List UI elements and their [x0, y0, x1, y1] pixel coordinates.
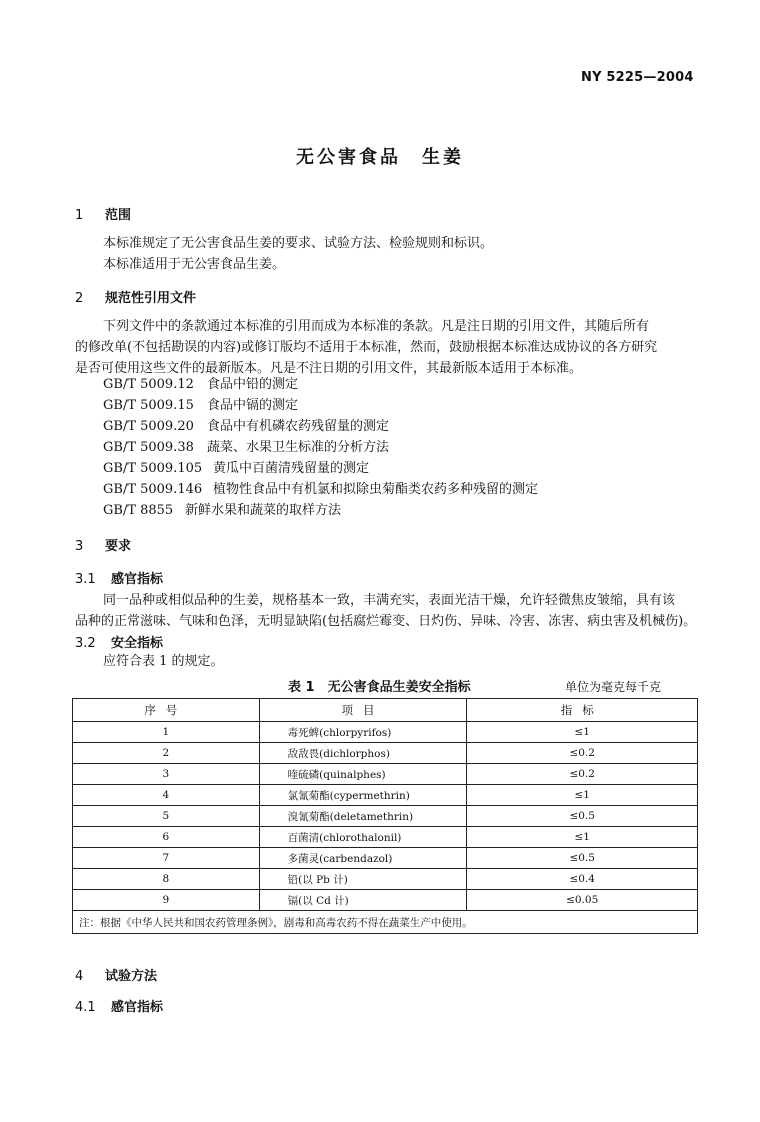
cell-limit: ≤0.05 — [467, 890, 698, 911]
reference-item — [103, 437, 538, 458]
cell-limit: ≤1 — [467, 722, 698, 743]
reference-item — [103, 458, 538, 479]
reference-code: GB/T 5009.38 — [103, 440, 194, 455]
cell-no: 2 — [73, 743, 260, 764]
cell-no: 4 — [73, 785, 260, 806]
cell-limit: ≤1 — [467, 827, 698, 848]
paragraph-line: 的修改单(不包括勘误的内容)或修订版均不适用于本标准，然而，鼓励根据本标准达成协议的各方研究 — [75, 340, 658, 355]
section-title: 范围 — [105, 208, 132, 223]
column-header-no: 序号 — [73, 699, 260, 722]
section-number: 3.2 — [75, 636, 96, 651]
cell-item: 镉(以 Cd 计) — [259, 890, 467, 911]
cell-limit: ≤1 — [467, 785, 698, 806]
table-row — [73, 869, 698, 890]
reference-code: GB/T 5009.12 — [103, 377, 194, 392]
table-row — [73, 827, 698, 848]
table-caption: 表 1 无公害食品生姜安全指标 — [288, 680, 471, 695]
reference-name: 黄瓜中百菌清残留量的测定 — [213, 461, 370, 476]
cell-item: 溴氰菊酯(deletamethrin) — [259, 806, 467, 827]
cell-limit: ≤0.4 — [467, 869, 698, 890]
reference-code: GB/T 5009.105 — [103, 461, 203, 476]
cell-item: 喹硫磷(quinalphes) — [259, 764, 467, 785]
cell-no: 7 — [73, 848, 260, 869]
reference-name: 新鲜水果和蔬菜的取样方法 — [185, 503, 342, 518]
safety-index-table — [72, 698, 698, 934]
reference-name: 食品中镉的测定 — [207, 398, 299, 413]
cell-no: 3 — [73, 764, 260, 785]
cell-item: 多菌灵(carbendazol) — [259, 848, 467, 869]
section-3-1-heading — [75, 568, 163, 587]
reference-code: GB/T 5009.15 — [103, 398, 194, 413]
reference-item — [103, 479, 538, 500]
table-row — [73, 764, 698, 785]
section-number: 3 — [75, 539, 84, 554]
cell-no: 8 — [73, 869, 260, 890]
cell-limit: ≤0.2 — [467, 764, 698, 785]
section-3-heading — [75, 535, 131, 554]
table-row — [73, 785, 698, 806]
section-number: 4 — [75, 969, 84, 984]
section-4-heading — [75, 965, 157, 984]
reference-name: 植物性食品中有机氯和拟除虫菊酯类农药多种残留的测定 — [213, 482, 539, 497]
paragraph-line: 下列文件中的条款通过本标准的引用而成为本标准的条款。凡是注日期的引用文件，其随后所有 — [103, 319, 650, 334]
cell-item: 铅(以 Pb 计) — [259, 869, 467, 890]
cell-item: 毒死蜱(chlorpyrifos) — [259, 722, 467, 743]
paragraph-line: 同一品种或相似品种的生姜，规格基本一致，丰满充实，表面光洁干燥，允许轻微焦皮皱缩，具有该 — [103, 593, 676, 608]
section-title: 感官指标 — [111, 1000, 164, 1015]
reference-name: 食品中铅的测定 — [207, 377, 299, 392]
cell-limit: ≤0.2 — [467, 743, 698, 764]
cell-no: 5 — [73, 806, 260, 827]
section-number: 2 — [75, 291, 84, 306]
reference-item — [103, 395, 538, 416]
section-title: 感官指标 — [111, 572, 164, 587]
section-number: 3.1 — [75, 572, 96, 587]
reference-list — [103, 374, 538, 521]
cell-item: 敌敌畏(dichlorphos) — [259, 743, 467, 764]
cell-limit: ≤0.5 — [467, 806, 698, 827]
section-title: 规范性引用文件 — [105, 291, 197, 306]
paragraph: 应符合表 1 的规定。 — [103, 654, 224, 669]
section-title: 安全指标 — [111, 636, 164, 651]
cell-no: 9 — [73, 890, 260, 911]
table-row — [73, 806, 698, 827]
table-row — [73, 743, 698, 764]
paragraph: 本标准适用于无公害食品生姜。 — [103, 257, 286, 272]
section-2-heading — [75, 287, 196, 306]
reference-item — [103, 416, 538, 437]
section-1-heading — [75, 204, 131, 223]
section-title: 要求 — [105, 539, 132, 554]
section-number: 1 — [75, 208, 84, 223]
paragraph: 本标准规定了无公害食品生姜的要求、试验方法、检验规则和标识。 — [103, 236, 494, 251]
cell-item: 百菌清(chlorothalonil) — [259, 827, 467, 848]
cell-limit: ≤0.5 — [467, 848, 698, 869]
paragraph-line: 品种的正常滋味、气味和色泽，无明显缺陷(包括腐烂霉变、日灼伤、异味、冷害、冻害、病虫害及机械伤)。 — [75, 614, 697, 629]
reference-name: 蔬菜、水果卫生标准的分析方法 — [207, 440, 390, 455]
reference-code: GB/T 5009.146 — [103, 482, 203, 497]
table-note: 注：根据《中华人民共和国农药管理条例》，剧毒和高毒农药不得在蔬菜生产中使用。 — [73, 911, 698, 934]
table-row — [73, 722, 698, 743]
section-title: 试验方法 — [105, 969, 158, 984]
table-row — [73, 890, 698, 911]
reference-code: GB/T 5009.20 — [103, 419, 194, 434]
paragraph-line: 是否可使用这些文件的最新版本。凡是不注日期的引用文件，其最新版本适用于本标准。 — [75, 361, 583, 376]
section-number: 4.1 — [75, 1000, 96, 1015]
column-header-item: 项目 — [259, 699, 467, 722]
table-row — [73, 848, 698, 869]
reference-name: 食品中有机磷农药残留量的测定 — [207, 419, 390, 434]
reference-code: GB/T 8855 — [103, 503, 174, 518]
cell-item: 氯氰菊酯(cypermethrin) — [259, 785, 467, 806]
standard-number: NY 5225—2004 — [581, 70, 694, 85]
table-header-row — [73, 699, 698, 722]
column-header-limit: 指标 — [467, 699, 698, 722]
section-3-2-heading — [75, 632, 163, 651]
reference-item — [103, 500, 538, 521]
table-note-row — [73, 911, 698, 934]
section-4-1-heading — [75, 996, 163, 1015]
table-unit: 单位为毫克每千克 — [565, 680, 662, 694]
page-title: 无公害食品 生姜 — [296, 147, 464, 168]
cell-no: 6 — [73, 827, 260, 848]
reference-item — [103, 374, 538, 395]
cell-no: 1 — [73, 722, 260, 743]
